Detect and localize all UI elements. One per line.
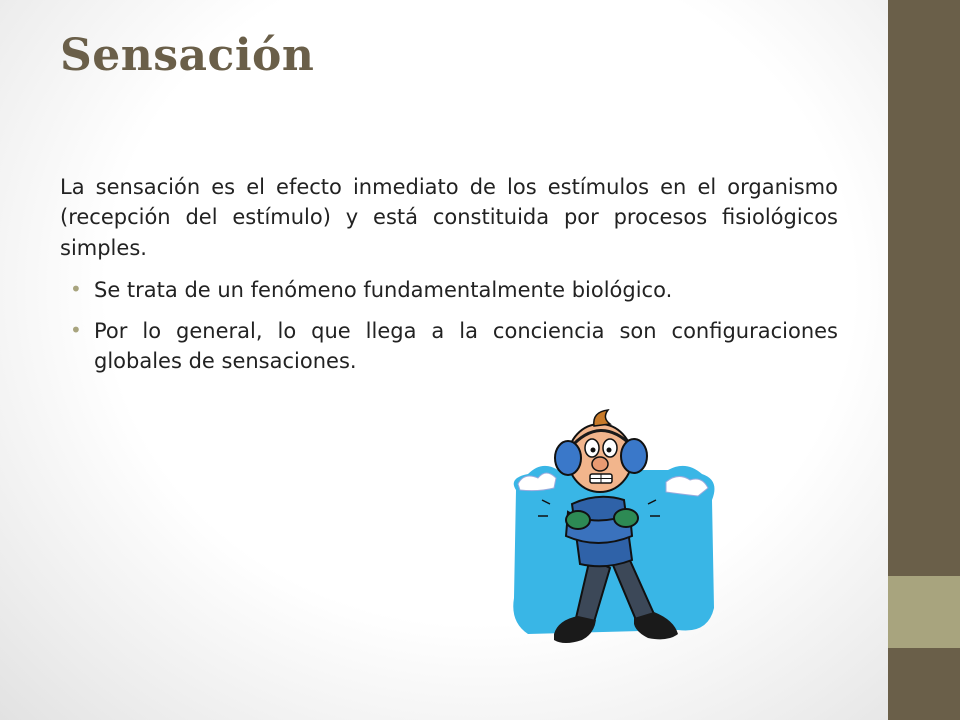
right-glove — [614, 509, 638, 527]
nose — [592, 457, 608, 471]
bullet-text: Se trata de un fenómeno fundamentalmente biológico. — [94, 278, 673, 303]
cold-man-illustration — [498, 408, 728, 664]
hair — [594, 410, 610, 426]
slide-body — [60, 172, 838, 387]
intro-paragraph: La sensación es el efecto inmediato de los estímulos en el organismo (recepción del estímulo) y está constituida por procesos fisiológicos simples. — [60, 175, 838, 260]
bullet-icon: • — [70, 277, 82, 302]
slide-title: Sensación — [60, 30, 315, 81]
left-glove — [566, 511, 590, 529]
bullet-item — [60, 316, 838, 377]
bullet-text: Por lo general, lo que llega a la conciencia son configuraciones globales de sensaciones. — [94, 318, 838, 374]
bullet-list — [60, 275, 838, 376]
right-earmuff — [621, 439, 647, 473]
bullet-item — [60, 275, 838, 305]
bullet-icon: • — [70, 317, 82, 342]
sidebar-accent-block — [888, 576, 960, 648]
left-earmuff — [555, 441, 581, 475]
